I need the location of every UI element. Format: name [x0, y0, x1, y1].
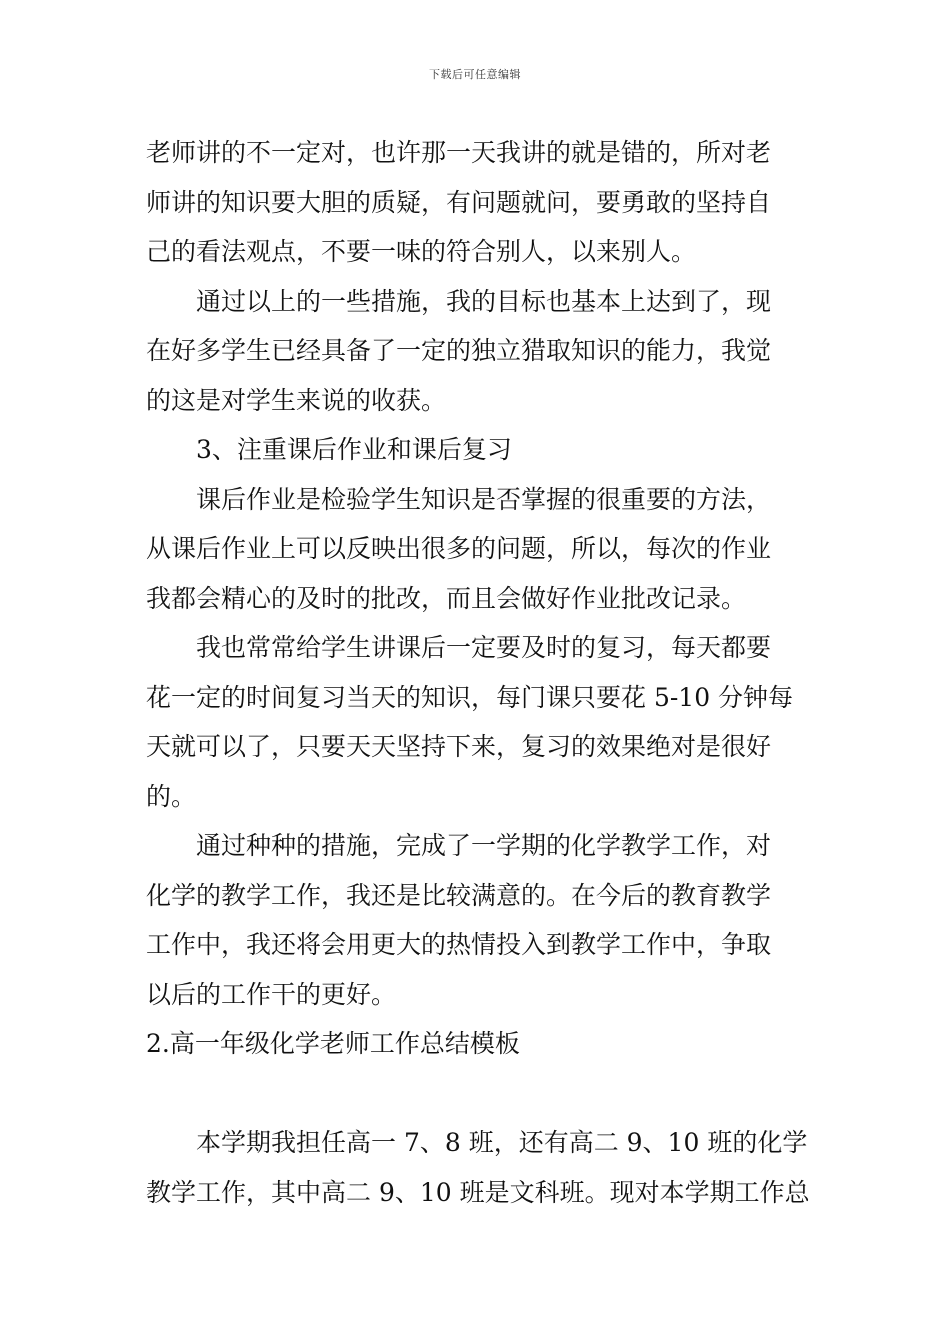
page-header-note: 下载后可任意编辑: [429, 68, 521, 81]
text-line: 花一定的时间复习当天的知识，每门课只要花 5-10 分钟每: [146, 682, 794, 712]
paragraph-start-line: 通过种种的措施，完成了一学期的化学教学工作，对: [196, 831, 772, 860]
text-line: 工作中，我还将会用更大的热情投入到教学工作中，争取: [146, 930, 772, 959]
text-line: 从课后作业上可以反映出很多的问题，所以，每次的作业: [146, 534, 772, 563]
blank-line: [146, 1069, 810, 1119]
text-line: 教学工作，其中高二 9、10 班是文科班。现对本学期工作总: [146, 1177, 810, 1207]
paragraph-start-line: 课后作业是检验学生知识是否掌握的很重要的方法，: [196, 484, 772, 514]
text-line: 的这是对学生来说的收获。: [146, 385, 447, 415]
paragraph-start-line: 通过以上的一些措施，我的目标也基本上达到了，现: [196, 286, 772, 316]
section-heading: 3、注重课后作业和课后复习: [196, 435, 512, 464]
document-title: 2.高一年级化学老师工作总结模板: [146, 1029, 520, 1058]
text-line: 我都会精心的及时的批改，而且会做好作业批改记录。: [146, 583, 747, 613]
text-line: 的。: [146, 781, 197, 811]
paragraph-start-line: 本学期我担任高一 7、8 班，还有高二 9、10 班的化学: [196, 1128, 808, 1157]
text-line: 己的看法观点，不要一味的符合别人，以来别人。: [146, 237, 697, 266]
text-line: 老师讲的不一定对，也许那一天我讲的就是错的，所对老: [146, 138, 772, 167]
text-line: 师讲的知识要大胆的质疑，有问题就问，要勇敢的坚持自: [146, 187, 772, 217]
paragraph-start-line: 我也常常给学生讲课后一定要及时的复习，每天都要: [196, 633, 772, 662]
text-line: 化学的教学工作，我还是比较满意的。在今后的教育教学: [146, 880, 772, 910]
document-body: [146, 128, 810, 1217]
text-line: 以后的工作干的更好。: [146, 979, 397, 1009]
text-line: 在好多学生已经具备了一定的独立猎取知识的能力，我觉: [146, 336, 772, 365]
text-line: 天就可以了，只要天天坚持下来，复习的效果绝对是很好: [146, 732, 772, 761]
